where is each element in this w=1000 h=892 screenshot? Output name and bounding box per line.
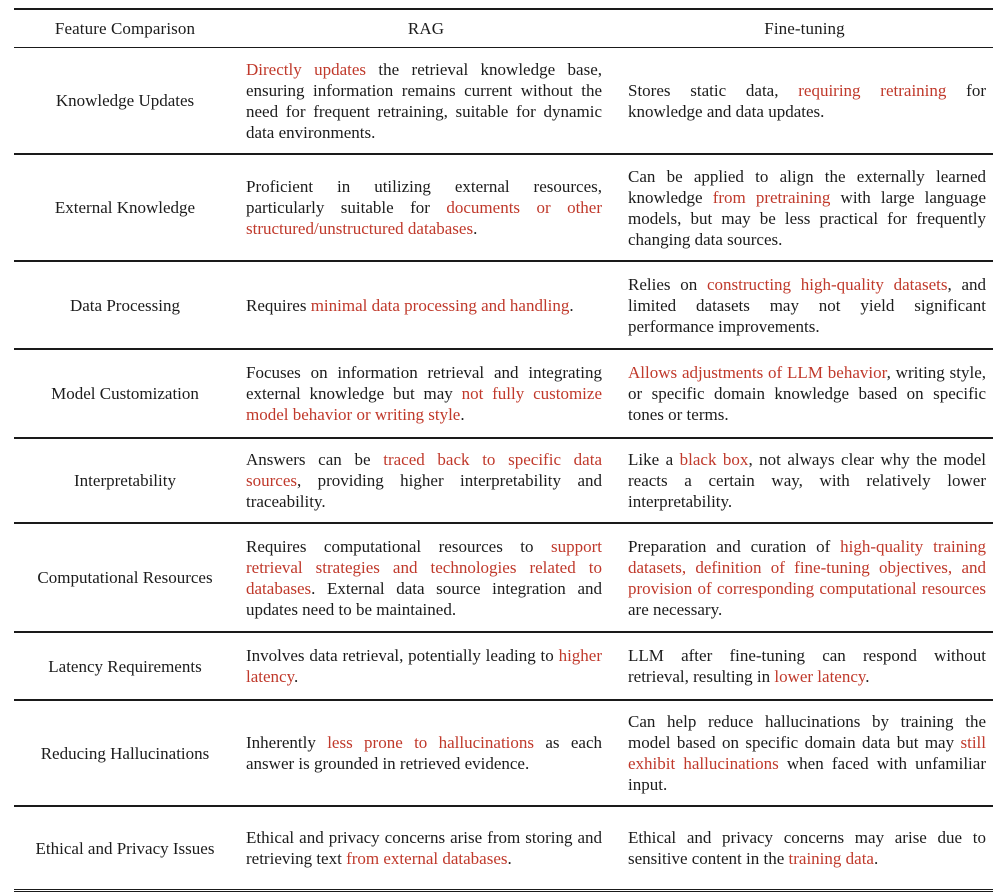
rag-text xyxy=(246,827,602,869)
table-row xyxy=(14,439,993,524)
table-row xyxy=(14,807,993,889)
rag-cell xyxy=(236,50,616,152)
table-body xyxy=(14,48,993,889)
feature-name: External Knowledge xyxy=(54,198,196,217)
text-segment: Involves data retrieval, potentially leading to xyxy=(246,646,559,665)
finetuning-text xyxy=(628,711,986,795)
text-segment: Focuses on information retrieval and integrating external knowledge but may xyxy=(246,363,602,403)
rag-text xyxy=(246,59,602,143)
text-segment: , writing style, or specific domain knowledge based on specific tones or terms. xyxy=(628,363,986,424)
finetuning-text xyxy=(628,645,986,687)
feature-name: Interpretability xyxy=(74,471,176,490)
highlight-segment: lower latency xyxy=(774,667,866,686)
text-segment: are necessary. xyxy=(628,599,723,619)
highlight-segment: still exhibit hallucinations xyxy=(628,733,986,773)
highlight-segment: training data xyxy=(788,849,874,868)
text-segment: . xyxy=(460,405,465,424)
highlight-segment: Allows adjustments of LLM behavior xyxy=(628,363,887,382)
text-segment: the retrieval knowledge base, ensuring information remains current without the need for frequent retraining, suitable for dynamic data environments. xyxy=(246,59,602,142)
text-segment: LLM after fine-tuning can respond without retrieval, resulting in xyxy=(628,646,986,686)
feature-name: Latency Requirements xyxy=(48,656,202,676)
highlight-segment: support retrieval strategies and technologies related to databases xyxy=(246,536,602,598)
rag-cell xyxy=(236,286,616,325)
rag-text xyxy=(246,732,602,774)
text-segment: . External data source integration and updates need to be maintained. xyxy=(246,578,602,619)
text-segment: , and limited datasets may not yield significant performance improvements. xyxy=(628,274,986,336)
text-segment: Answers can be xyxy=(246,450,384,469)
table-row xyxy=(14,350,993,439)
text-segment: with large language models, but may be less practical for frequently changing data sources. xyxy=(628,187,986,249)
table-row xyxy=(14,633,993,701)
rag-cell xyxy=(236,167,616,248)
finetuning-text xyxy=(628,274,986,337)
finetuning-cell xyxy=(616,527,993,629)
finetuning-cell xyxy=(616,353,993,434)
table-row xyxy=(14,262,993,350)
table-row xyxy=(14,48,993,155)
highlight-segment: less prone to hallucinations xyxy=(327,733,535,752)
text-segment: Can help reduce hallucinations by training the model based on specific domain data but may xyxy=(628,712,986,752)
feature-name: Reducing Hallucinations xyxy=(40,743,210,763)
column-header-fine-tuning: Fine-tuning xyxy=(764,18,845,38)
finetuning-text xyxy=(628,449,986,512)
rag-cell xyxy=(236,353,616,434)
text-segment: Relies on xyxy=(628,274,707,294)
highlight-segment: documents or other structured/unstructured databases xyxy=(246,198,602,238)
rag-text xyxy=(246,536,602,620)
column-header-rag: RAG xyxy=(407,18,445,38)
text-segment: Preparation and curation of xyxy=(628,536,841,556)
rag-text xyxy=(246,176,602,239)
highlight-segment: constructing high-quality datasets xyxy=(707,274,948,294)
highlight-segment: Directly updates xyxy=(246,59,367,79)
feature-name: Model Customization xyxy=(51,384,199,403)
table-row xyxy=(14,701,993,807)
text-segment: , not always clear why the model reacts a certain way, with relatively lower interpretability. xyxy=(628,450,986,511)
text-segment: . xyxy=(865,667,870,686)
comparison-table xyxy=(14,8,993,892)
finetuning-text xyxy=(628,80,986,122)
text-segment: , providing higher interpretability and traceability. xyxy=(246,471,602,511)
rag-text xyxy=(246,449,602,512)
text-segment: . xyxy=(473,219,478,238)
text-segment: . xyxy=(569,295,574,315)
highlight-segment: from pretraining xyxy=(712,187,831,207)
finetuning-text xyxy=(628,536,986,620)
text-segment: Requires xyxy=(246,295,311,315)
finetuning-cell xyxy=(616,440,993,521)
text-segment: Stores static data, xyxy=(628,80,799,100)
highlight-segment: traced back to specific data sources xyxy=(246,450,602,490)
finetuning-cell xyxy=(616,636,993,696)
highlight-segment: from external databases xyxy=(346,849,508,868)
rag-cell xyxy=(236,636,616,696)
text-segment: . xyxy=(293,667,299,686)
text-segment: Inherently xyxy=(246,733,328,752)
rag-cell xyxy=(236,527,616,629)
text-segment: Ethical and privacy concerns arise from storing and retrieving text xyxy=(246,828,602,868)
highlight-segment: higher latency xyxy=(246,646,602,686)
highlight-segment: high-quality training datasets, definition of fine-tuning objectives, and provision of corresponding computational resources xyxy=(628,536,986,598)
rag-cell xyxy=(236,818,616,878)
text-segment: Can be applied to align the externally learned knowledge xyxy=(628,166,986,207)
text-segment: . xyxy=(507,849,512,868)
finetuning-cell xyxy=(616,71,993,131)
rag-text xyxy=(246,645,602,687)
finetuning-cell xyxy=(616,702,993,804)
text-segment: when faced with unfamiliar input. xyxy=(628,754,986,794)
finetuning-text xyxy=(628,362,986,425)
finetuning-cell xyxy=(616,157,993,259)
finetuning-text xyxy=(628,827,986,869)
rag-text xyxy=(246,295,602,316)
highlight-segment: minimal data processing and handling xyxy=(310,295,570,315)
rag-cell xyxy=(236,440,616,521)
finetuning-cell xyxy=(616,265,993,346)
highlight-segment: not fully customize model behavior or writing style xyxy=(246,384,602,424)
text-segment: Ethical and privacy concerns may arise due to sensitive content in the xyxy=(628,828,986,868)
table-header-row xyxy=(14,10,993,48)
rag-text xyxy=(246,362,602,425)
text-segment: for knowledge and data updates. xyxy=(628,80,986,121)
table-row xyxy=(14,155,993,262)
rag-cell xyxy=(236,723,616,783)
feature-name: Ethical and Privacy Issues xyxy=(35,838,215,858)
text-segment: Proficient in utilizing external resources, particularly suitable for xyxy=(246,177,602,217)
text-segment: Requires computational resources to xyxy=(246,536,551,556)
text-segment: . xyxy=(873,849,879,868)
feature-name: Data Processing xyxy=(69,295,180,315)
text-segment: Like a xyxy=(628,450,680,469)
finetuning-text xyxy=(628,166,986,250)
text-segment: as each answer is grounded in retrieved evidence. xyxy=(246,733,602,773)
highlight-segment: requiring retraining xyxy=(798,80,947,100)
column-header-feature-comparison: Feature Comparison xyxy=(54,18,196,38)
highlight-segment: black box xyxy=(679,450,749,469)
feature-name: Knowledge Updates xyxy=(55,91,195,110)
feature-name: Computational Resources xyxy=(37,568,213,587)
finetuning-cell xyxy=(616,818,993,878)
table-row xyxy=(14,524,993,633)
rag-vs-finetuning-table xyxy=(14,8,993,892)
